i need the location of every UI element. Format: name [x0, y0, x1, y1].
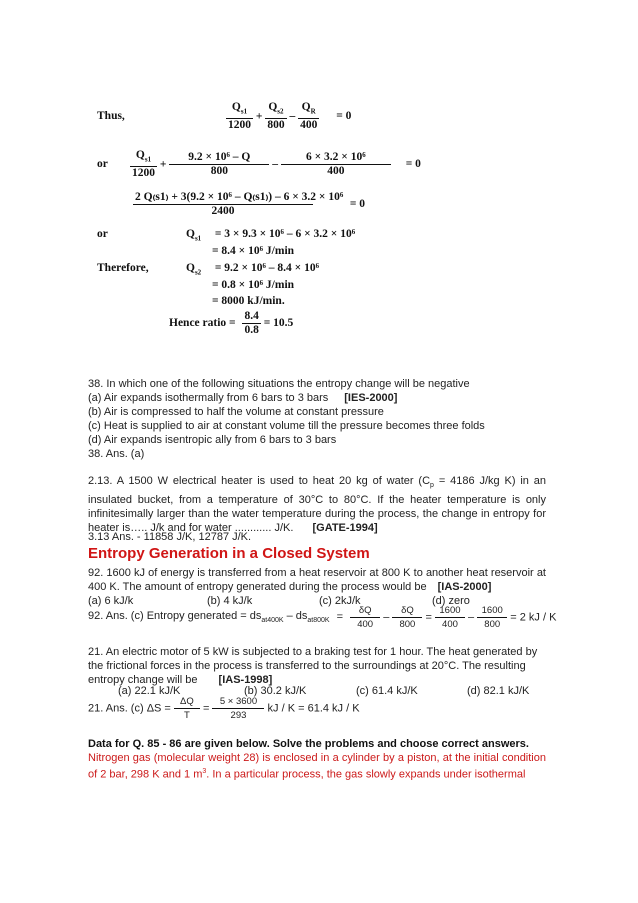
- derivation-ratio: Hence ratio = $\frac{8.4}{0.8}$ = 10.5: [169, 310, 294, 336]
- q21-option-b: (b) 30.2 kJ/K: [244, 685, 307, 697]
- q38-option-a: (a) Air expands isothermally from 6 bars to 3 bars [IES-2000]: [88, 392, 398, 404]
- q92-exam-tag: [IAS-2000]: [437, 581, 492, 593]
- q38-option-d: (d) Air expands isentropic ally from 6 bars to 3 bars: [88, 434, 337, 446]
- data-85-text: Nitrogen gas (molecular weight 28) is enclosed in a cylinder by a piston, at the initial condition of 2 bar, 298 K and 1 $m^3$. In a particular process, the gas slowly expands under isothermal: [88, 752, 546, 781]
- derivation-line-2: or: [97, 158, 108, 170]
- derivation-line-3-math: $\frac{\text{2 Q₍s1₎ + 3(9.2 × 10⁶ – Q₍s1₎) – 6 × 3.2 × 10⁶}}{2400}$ = 0: [135, 191, 366, 217]
- q92-option-a: (a) 6 kJ/k: [88, 595, 134, 607]
- q38-option-b: (b) Air is compressed to half the volume at constant pressure: [88, 406, 384, 418]
- question-21: 21. An electric motor of 5 kW is subjected to a braking test for 1 hour. The heat generated by the frictional forces in the process is transferred to the surroundings at 20°C. The resulting entropy change will be [IAS-1998]: [88, 646, 538, 686]
- q21-option-d: (d) 82.1 kJ/K: [467, 685, 530, 697]
- derivation-line-5-math: = 8.4 × 10⁶ J/min: [212, 245, 295, 257]
- derivation-line-4-math: $Q_{s1} = 3 \times 9.3 \times 10^6 - 6 \times 3.2 \times 10^6$: [186, 228, 356, 243]
- q21-option-a: (a) 22.1 kJ/K: [118, 685, 181, 697]
- derivation-line-7-math: = 0.8 × 10⁶ J/min: [212, 279, 295, 291]
- derivation-line-6-math: $Q_{s2} = 9.2 \times 10^6 - 8.4 \times 10^6$: [186, 262, 320, 277]
- derivation-line-8-math: = 8000 kJ/min.: [212, 295, 285, 307]
- q92-option-b: (b) 4 kJ/k: [207, 595, 253, 607]
- q92-option-d: (d) zero: [432, 595, 470, 607]
- derivation-line-6: Therefore,: [97, 262, 149, 274]
- data-85-heading: Data for Q. 85 - 86 are given below. Solve the problems and choose correct answers.: [88, 738, 529, 750]
- q38-exam-tag: [IES-2000]: [344, 392, 398, 404]
- question-92: 92. 1600 kJ of energy is transferred from a heat reservoir at 800 K to another heat reservoir at 400 K. The amount of entropy generated during the process would be [IAS-2000]: [88, 567, 546, 593]
- derivation-line-4: or: [97, 228, 108, 240]
- derivation-line-2-math: $\frac{Q_{s1}}{1200}$ + $\frac{\text{9.2 × 10⁶ – Q}}{800}$ – $\frac{\text{6 × 3.2 × 10⁶}}{400}$ = 0: [132, 149, 421, 180]
- q38-answer: 38. Ans. (a): [88, 448, 145, 460]
- q21-option-c: (c) 61.4 kJ/K: [356, 685, 418, 697]
- q213-answer: 3.13 Ans. - 11858 J/K, 12787 J/K.: [88, 531, 252, 543]
- q21-exam-tag: [IAS-1998]: [218, 674, 273, 686]
- derivation-line-1: [97, 110, 125, 122]
- section-heading: Entropy Generation in a Closed System: [88, 545, 370, 562]
- derivation-label: Thus,: [97, 110, 125, 122]
- q38-question: 38. In which one of the following situations the entropy change will be negative: [88, 378, 470, 390]
- q92-answer: 92. Ans. (c) Entropy generated = $ds_{at400K} - ds_{at800K}$ = $\frac{\delta Q}{400}$ – $\frac{\delta Q}{800}$ = $\frac{1600}{400}$ – $\frac{1600}{800}$ = 2 kJ / K: [88, 605, 557, 630]
- question-2-13: 2.13. A 1500 W electrical heater is used to heat 20 kg of water ($C_p = 4186$ J/kg K) in an insulated bucket, from a temperature of 30°C to 80°C. If the heater temperature is only infinitesimally larger than the water temperature during the process, the change in entropy for heater is….. J/k and for water ............ J/K. [GATE-1994]: [88, 475, 547, 535]
- q38-option-c: (c) Heat is supplied to air at constant volume till the pressure becomes three folds: [88, 420, 485, 432]
- q92-option-c: (c) 2kJ/k: [319, 595, 361, 607]
- derivation-line-1-math: $\frac{Q_{s1}}{1200}$ + $\frac{Q_{s2}}{800}$ – $\frac{Q_R}{400}$ = 0: [228, 101, 352, 132]
- q21-answer: 21. Ans. (c) ΔS = $\frac{\Delta Q}{T}$ = $\frac{5 \times 3600}{293}$ kJ / K = 61.4 kJ / K: [88, 696, 360, 721]
- q213-exam-tag: [GATE-1994]: [312, 522, 378, 535]
